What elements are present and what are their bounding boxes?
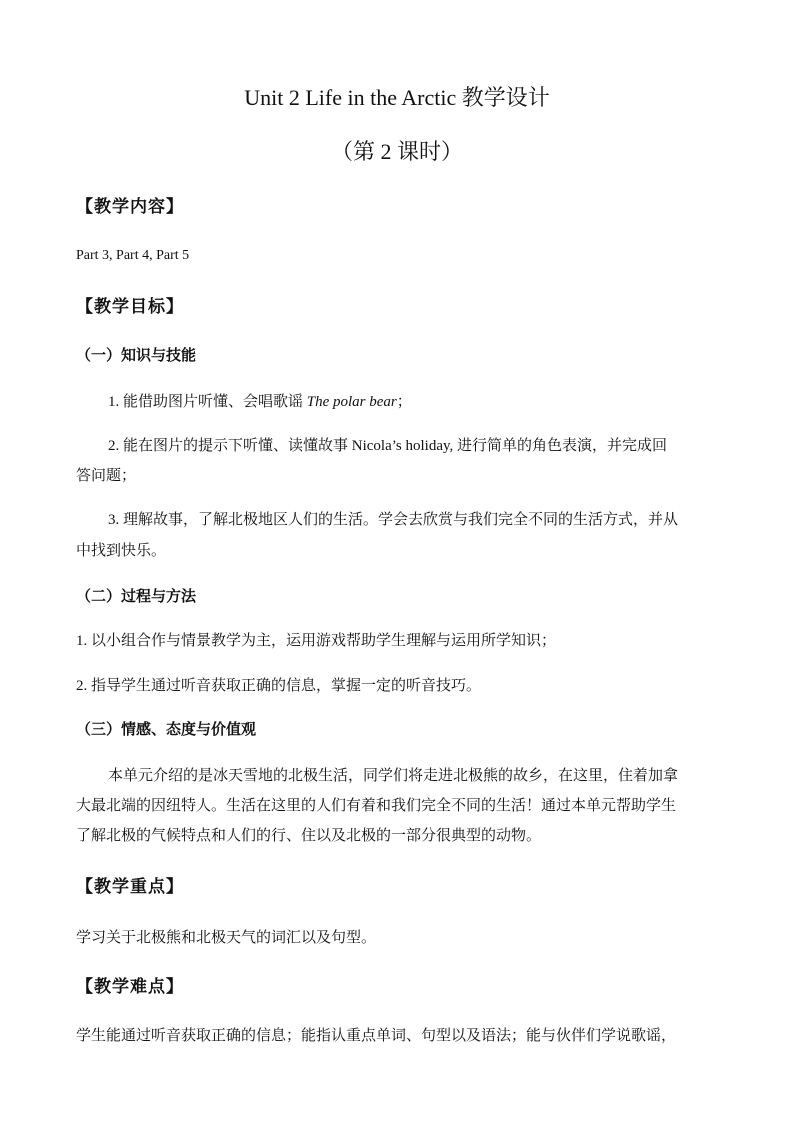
difficulties-text: 学生能通过听音获取正确的信息；能指认重点单词、句型以及语法；能与伙伴们学说歌谣， <box>76 1028 677 1044</box>
knowledge-item-3-line-2: 中找到快乐。 <box>76 543 167 559</box>
emotion-text-line-2: 大最北端的因纽特人。生活在这里的人们有着和我们完全不同的生活！通过本单元帮助学生 <box>76 798 677 814</box>
heading-teaching-objectives: 【教学目标】 <box>76 297 184 316</box>
key-points-text: 学习关于北极熊和北极天气的词汇以及句型。 <box>76 930 377 946</box>
heading-difficulties: 【教学难点】 <box>76 977 184 996</box>
heading-teaching-content: 【教学内容】 <box>76 197 184 216</box>
process-item-2: 2. 指导学生通过听音获取正确的信息，掌握一定的听音技巧。 <box>76 678 482 694</box>
knowledge-item-1-suffix: ； <box>396 394 412 410</box>
heading-process-methods: （二）过程与方法 <box>76 589 197 605</box>
knowledge-item-1 <box>108 392 412 412</box>
song-title: The polar bear <box>306 394 397 410</box>
emotion-text-line-3: 了解北极的气候特点和人们的行、住以及北极的一部分很典型的动物。 <box>76 828 542 844</box>
knowledge-item-2-line-1: 2. 能在图片的提示下听懂、读懂故事 Nicola’s holiday, 进行简单的角色表演，并完成回 <box>108 438 668 454</box>
heading-knowledge-skills: （一）知识与技能 <box>76 348 197 364</box>
knowledge-item-1-prefix: 1. 能借助图片听懂、会唱歌谣 <box>108 394 307 410</box>
knowledge-item-2-line-2: 答问题； <box>76 468 137 484</box>
knowledge-item-3-line-1: 3. 理解故事，了解北极地区人们的生活。学会去欣赏与我们完全不同的生活方式，并从 <box>108 512 679 528</box>
teaching-content-text: Part 3, Part 4, Part 5 <box>76 248 190 263</box>
document-subtitle: （第 2 课时） <box>330 139 463 164</box>
document-title: Unit 2 Life in the Arctic 教学设计 <box>244 85 550 110</box>
process-item-1: 1. 以小组合作与情景教学为主，运用游戏帮助学生理解与运用所学知识； <box>76 633 557 649</box>
heading-key-points: 【教学重点】 <box>76 877 184 896</box>
emotion-text-line-1: 本单元介绍的是冰天雪地的北极生活，同学们将走进北极熊的故乡，在这里，住着加拿 <box>108 768 679 784</box>
heading-emotion-attitude-values: （三）情感、态度与价值观 <box>76 722 257 738</box>
